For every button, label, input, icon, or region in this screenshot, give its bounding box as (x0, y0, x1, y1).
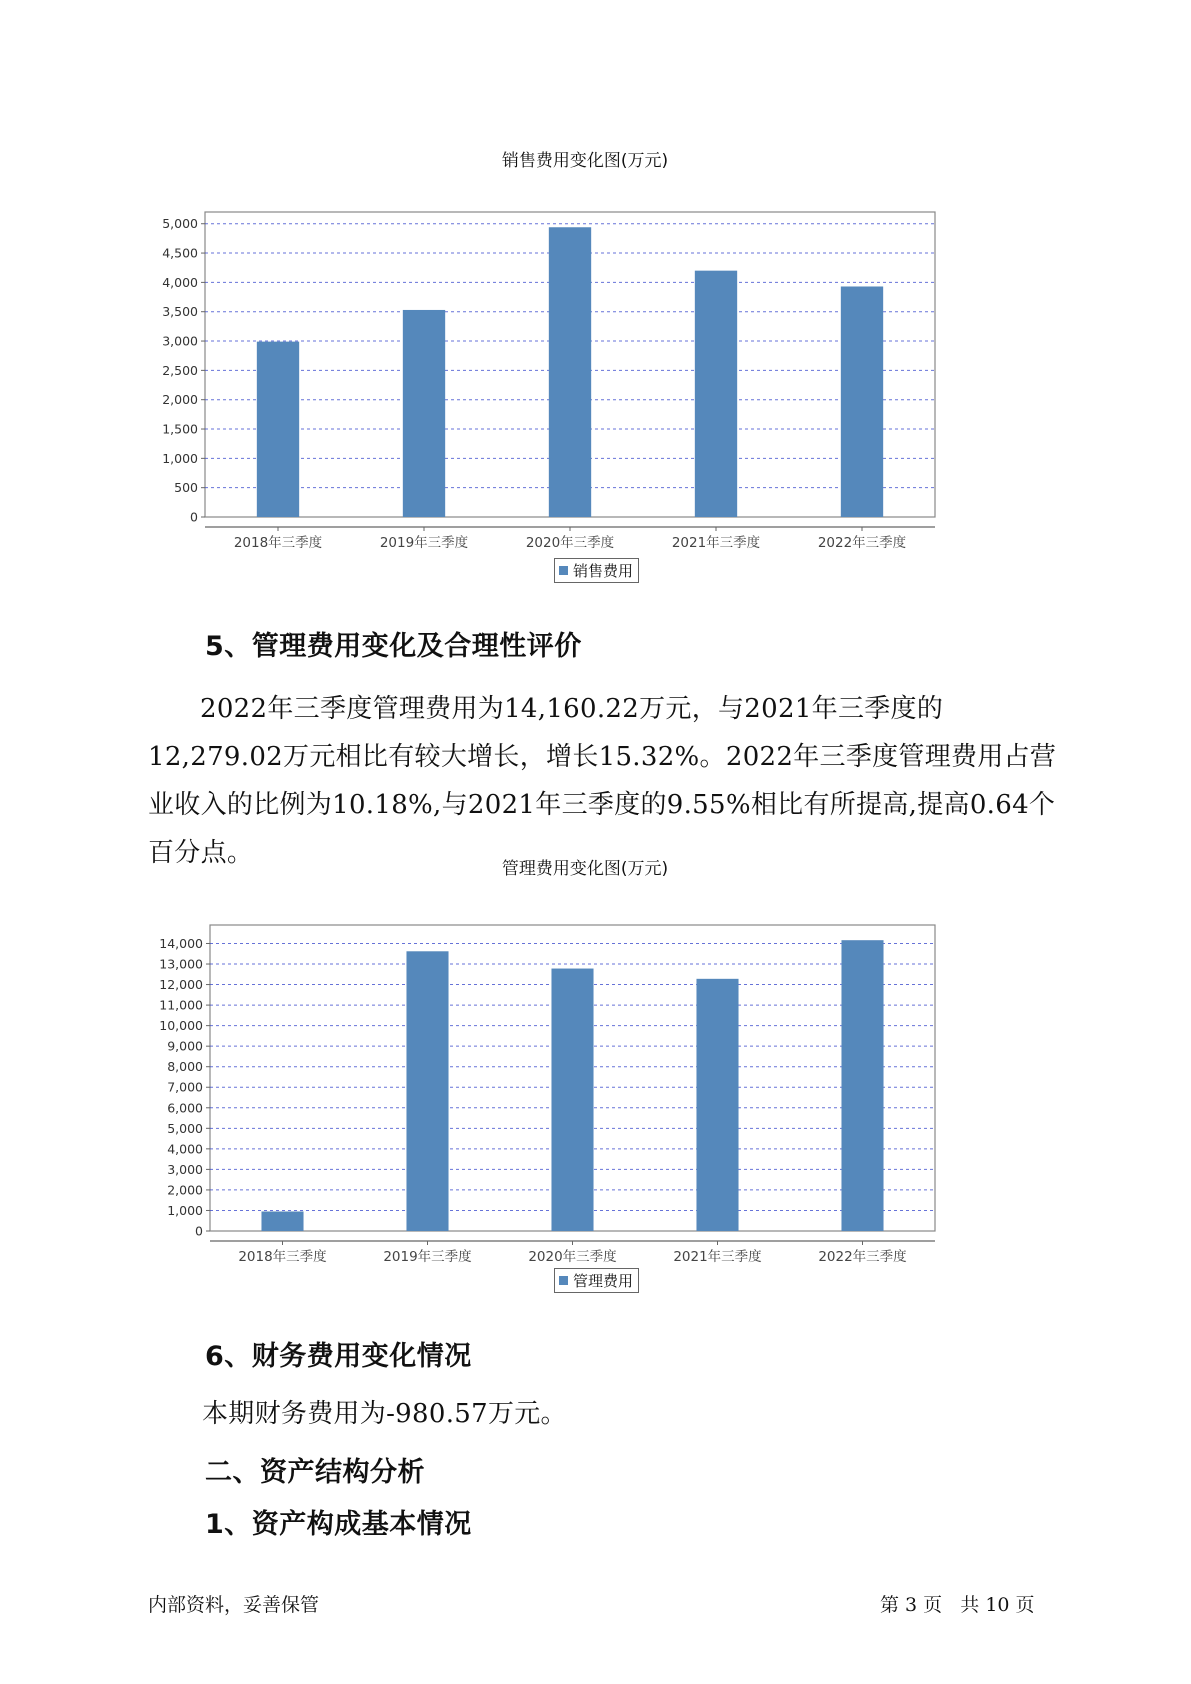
bar (257, 342, 299, 517)
section-5-body: 2022年三季度管理费用为14,160.22万元，与2021年三季度的12,279.02万元相比有较大增长，增长15.32%。2022年三季度管理费用占营业收入的比例为10.18%,与2021年三季度的9.55%相比有所提高,提高0.64个百分点。 (148, 694, 1057, 868)
bar (403, 310, 445, 517)
y-tick-label: 1,000 (167, 1202, 203, 1218)
bar (841, 286, 883, 517)
x-tick-label: 2021年三季度 (671, 535, 761, 551)
x-tick-label: 2022年三季度 (817, 535, 907, 551)
x-tick-label: 2021年三季度 (673, 1249, 762, 1265)
y-tick-label: 500 (174, 480, 198, 496)
x-tick-label: 2019年三季度 (379, 535, 469, 551)
chart-title: 销售费用变化图(万元) (501, 151, 669, 171)
legend-swatch (559, 1276, 568, 1285)
chart-legend (554, 1268, 639, 1293)
y-tick-label: 2,000 (162, 392, 198, 408)
chart-plot (150, 180, 1020, 580)
y-tick-label: 3,000 (167, 1161, 203, 1177)
chart-title: 管理费用变化图(万元) (501, 859, 669, 879)
footer-right: 第 3 页 共 10 页 (880, 1594, 1035, 1616)
legend-label: 管理费用 (573, 1272, 634, 1290)
sales-expense-chart (150, 140, 1020, 595)
y-tick-label: 5,000 (167, 1120, 203, 1136)
chart-legend (554, 558, 639, 583)
y-tick-label: 0 (195, 1223, 203, 1239)
y-tick-label: 13,000 (159, 956, 203, 972)
y-tick-label: 11,000 (159, 997, 203, 1013)
bar (841, 940, 883, 1231)
section-6-body: 本期财务费用为-980.57万元。 (202, 1399, 567, 1429)
y-tick-label: 4,000 (162, 274, 198, 290)
x-tick-label: 2022年三季度 (818, 1249, 907, 1265)
y-tick-label: 2,000 (167, 1182, 203, 1198)
bar (551, 969, 593, 1231)
bar (549, 227, 591, 517)
y-tick-label: 6,000 (167, 1100, 203, 1116)
x-tick-label: 2020年三季度 (528, 1249, 617, 1265)
bar (261, 1211, 303, 1231)
y-tick-label: 3,000 (162, 333, 198, 349)
subsection-1-heading: 1、资产构成基本情况 (205, 1509, 472, 1540)
legend-swatch (559, 566, 568, 575)
part-2-heading: 二、资产结构分析 (205, 1457, 425, 1488)
y-tick-label: 10,000 (159, 1018, 203, 1034)
bar (406, 951, 448, 1231)
y-tick-label: 7,000 (167, 1079, 203, 1095)
section-6-heading: 6、财务费用变化情况 (205, 1341, 472, 1372)
y-tick-label: 14,000 (159, 935, 203, 951)
y-tick-label: 1,000 (162, 450, 198, 466)
x-tick-label: 2019年三季度 (383, 1249, 472, 1265)
bar (695, 271, 737, 517)
y-tick-label: 4,000 (167, 1141, 203, 1157)
admin-expense-chart (150, 848, 1020, 1303)
y-tick-label: 1,500 (162, 421, 198, 437)
y-tick-label: 2,500 (162, 362, 198, 378)
x-tick-label: 2018年三季度 (238, 1249, 327, 1265)
y-tick-label: 5,000 (162, 216, 198, 232)
y-tick-label: 12,000 (159, 977, 203, 993)
y-tick-label: 8,000 (167, 1059, 203, 1075)
footer-left: 内部资料，妥善保管 (148, 1594, 320, 1616)
y-tick-label: 4,500 (162, 245, 198, 261)
x-tick-label: 2018年三季度 (233, 535, 323, 551)
x-tick-label: 2020年三季度 (525, 535, 615, 551)
y-tick-label: 9,000 (167, 1038, 203, 1054)
bar (696, 979, 738, 1231)
legend-label: 销售费用 (573, 562, 634, 580)
chart-plot (150, 888, 1020, 1288)
section-5-heading: 5、管理费用变化及合理性评价 (205, 631, 582, 662)
y-tick-label: 0 (190, 509, 198, 525)
y-tick-label: 3,500 (162, 304, 198, 320)
